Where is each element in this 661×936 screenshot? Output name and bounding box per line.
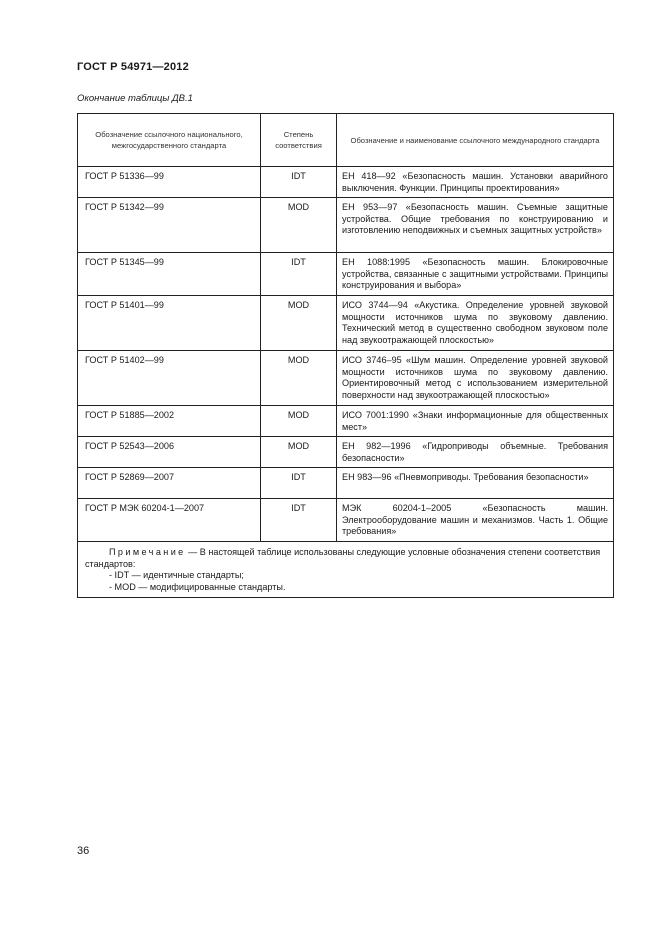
degree-cell: MOD xyxy=(261,437,337,468)
table-row xyxy=(78,198,614,253)
document-code: ГОСТ Р 54971—2012 xyxy=(77,61,189,73)
degree-cell: IDT xyxy=(261,253,337,296)
degree-cell: MOD xyxy=(261,351,337,406)
table-row xyxy=(78,437,614,468)
table-row xyxy=(78,253,614,296)
table-row xyxy=(78,351,614,406)
table-row xyxy=(78,499,614,542)
reference-standards-table xyxy=(77,113,614,598)
table-row xyxy=(78,406,614,437)
page-number: 36 xyxy=(77,845,90,857)
international-standard-cell: ИСО 3744—94 «Акустика. Определение уровней звуковой мощности источников шума по звуковому давлению. Технический метод в существенно свободном звуковом поле над звукоотражающей плоскостью» xyxy=(337,296,614,351)
national-standard-cell: ГОСТ Р 51345—99 xyxy=(78,253,261,296)
note-list-item: - IDT — идентичные стандарты; xyxy=(109,570,244,580)
international-standard-cell: ЕН 982—1996 «Гидроприводы объемные. Требования безопасности» xyxy=(337,437,614,468)
degree-cell: IDT xyxy=(261,167,337,198)
national-standard-cell: ГОСТ Р 52543—2006 xyxy=(78,437,261,468)
national-standard-cell: ГОСТ Р 51402—99 xyxy=(78,351,261,406)
column-header-international: Обозначение и наименование ссылочного международного стандарта xyxy=(337,114,614,167)
international-standard-cell: ЕН 983—96 «Пневмоприводы. Требования безопасности» xyxy=(337,468,614,499)
note-body: — В настоящей таблице использованы следующие условные обозначения степени соответствия стандартов: xyxy=(85,547,601,569)
column-header-national: Обозначение ссылочного национального, межгосударственного стандарта xyxy=(78,114,261,167)
national-standard-cell: ГОСТ Р 51336—99 xyxy=(78,167,261,198)
table-row xyxy=(78,167,614,198)
table-row xyxy=(78,296,614,351)
national-standard-cell: ГОСТ Р МЭК 60204-1—2007 xyxy=(78,499,261,542)
national-standard-cell: ГОСТ Р 52869—2007 xyxy=(78,468,261,499)
table-caption: Окончание таблицы ДВ.1 xyxy=(77,93,193,104)
international-standard-cell: ЕН 953—97 «Безопасность машин. Съемные защитные устройства. Общие требования по конструированию и изготовлению неподвижных и съемных защитных устройств» xyxy=(337,198,614,253)
degree-cell: IDT xyxy=(261,468,337,499)
note-label: Примечание xyxy=(109,547,186,557)
table-note xyxy=(78,542,614,598)
column-header-degree: Степень соответствия xyxy=(261,114,337,167)
international-standard-cell: МЭК 60204-1–2005 «Безопасность машин. Электрооборудование машин и механизмов. Часть 1. Общие требования» xyxy=(337,499,614,542)
national-standard-cell: ГОСТ Р 51401—99 xyxy=(78,296,261,351)
degree-cell: IDT xyxy=(261,499,337,542)
note-list-item: - MOD — модифицированные стандарты. xyxy=(109,581,286,592)
national-standard-cell: ГОСТ Р 51342—99 xyxy=(78,198,261,253)
degree-cell: MOD xyxy=(261,198,337,253)
international-standard-cell: ИСО 3746–95 «Шум машин. Определение уровней звуковой мощности источников шума по звуковому давлению. Ориентировочный метод с использованием измерительной поверхности над звукоотражающей плоскостью» xyxy=(337,351,614,406)
degree-cell: MOD xyxy=(261,296,337,351)
national-standard-cell: ГОСТ Р 51885—2002 xyxy=(78,406,261,437)
international-standard-cell: ЕН 1088:1995 «Безопасность машин. Блокировочные устройства, связанные с защитными устройствами. Принципы конструирования и выбора» xyxy=(337,253,614,296)
degree-cell: MOD xyxy=(261,406,337,437)
international-standard-cell: ИСО 7001:1990 «Знаки информационные для общественных мест» xyxy=(337,406,614,437)
table-row xyxy=(78,468,614,499)
note-text xyxy=(85,547,607,570)
table-header-row xyxy=(78,114,614,167)
table-note-row xyxy=(78,542,614,598)
international-standard-cell: ЕН 418—92 «Безопасность машин. Установки аварийного выключения. Функции. Принципы проектирования» xyxy=(337,167,614,198)
